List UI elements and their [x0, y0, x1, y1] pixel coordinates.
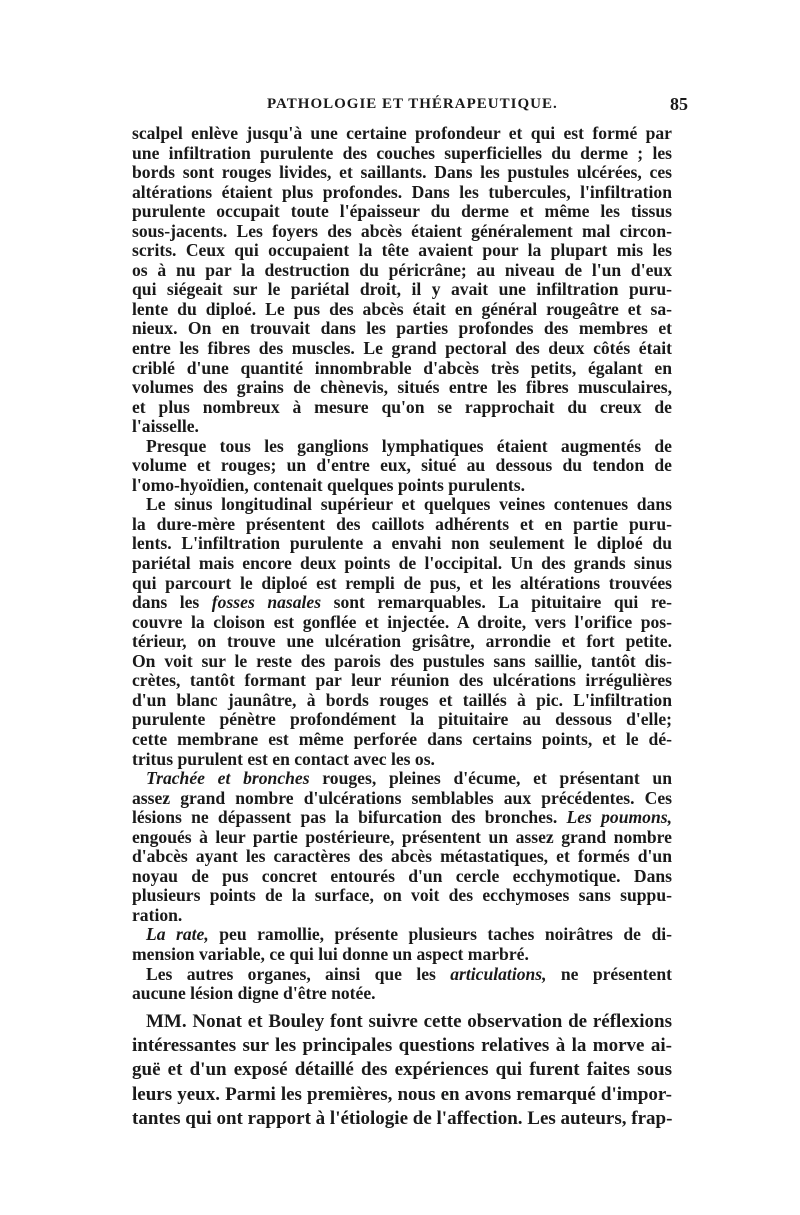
text-line: On voit sur le reste des parois des pustules sans saillie, tantôt dis- — [132, 650, 672, 671]
text-line — [132, 965, 672, 985]
text-run: sont remarquables. La pituitaire qui re- — [321, 592, 672, 613]
text-line — [132, 593, 672, 613]
text-line: couvre la cloison est gonflée et injectée. A droite, vers l'orifice pos- — [132, 611, 672, 632]
paragraph — [132, 925, 672, 964]
text-line: entre les fibres des muscles. Le grand pectoral des deux côtés était — [132, 338, 672, 359]
paragraph — [132, 769, 672, 925]
text-line: purulente pénètre profondément la pituitaire au dessous d'elle; — [132, 709, 672, 730]
text-line: altérations étaient plus profondes. Dans les tubercules, l'infiltration — [132, 181, 672, 202]
text-line: aucune lésion digne d'être notée. — [132, 983, 376, 1004]
text-line: intéressantes sur les principales questions relatives à la morve ai- — [132, 1035, 672, 1056]
emphasis-text: Trachée et bronches — [146, 768, 310, 789]
text-line: térieur, on trouve une ulcération grisâtre, arrondie et fort petite. — [132, 631, 672, 652]
text-line — [132, 925, 672, 945]
text-line: lents. L'infiltration purulente a envahi non seulement le diploé du — [132, 533, 672, 554]
text-run: ne présentent — [546, 963, 672, 984]
text-run: rouges, pleines d'écume, et présentant un — [309, 768, 672, 789]
text-line: l'aisselle. — [132, 416, 199, 437]
emphasis-text: La rate, — [146, 924, 209, 945]
text-run: Les autres organes, ainsi que les — [146, 963, 451, 984]
text-line: plusieurs points de la surface, on voit des ecchymoses sans suppu- — [132, 885, 672, 906]
text-line: sous-jacents. Les foyers des abcès étaient généralement mal circon- — [132, 220, 672, 241]
page-number: 85 — [670, 94, 688, 114]
running-header — [132, 96, 688, 122]
text-line: nieux. On en trouvait dans les parties profondes des membres et — [132, 318, 672, 339]
text-line: MM. Nonat et Bouley font suivre cette observation de réflexions — [146, 1010, 672, 1032]
text-line: d'abcès ayant les caractères des abcès métastatiques, et formés d'un — [132, 846, 672, 867]
text-line: scalpel enlève jusqu'à une certaine profondeur et qui est formé par — [132, 123, 672, 143]
text-line: volumes des grains de chènevis, situés entre les fibres musculaires, — [132, 377, 672, 398]
paragraph — [132, 124, 672, 437]
text-line: leurs yeux. Parmi les premières, nous en avons remarqué d'impor- — [132, 1083, 672, 1105]
paragraph — [132, 495, 672, 769]
text-line — [132, 808, 672, 828]
text-line: Le sinus longitudinal supérieur et quelques veines contenues dans — [146, 494, 672, 515]
text-line: ration. — [132, 904, 183, 925]
text-line: criblé d'une quantité innombrable d'abcès très petits, égalant en — [132, 357, 672, 378]
text-run: dans les — [132, 592, 212, 613]
text-line: et plus nombreux à mesure qu'on se rapprochait du creux de — [132, 396, 672, 417]
text-line: os à nu par la destruction du péricrâne; au niveau de l'un d'eux — [132, 259, 672, 280]
text-line: lente du diploé. Le pus des abcès était en général rougeâtre et sa- — [132, 298, 672, 319]
text-line: scrits. Ceux qui occupaient la tête avaient pour la plupart mis les — [132, 240, 672, 261]
page-body — [132, 124, 672, 1132]
text-line: mension variable, ce qui lui donne un aspect marbré. — [132, 943, 529, 964]
text-line: volume et rouges; un d'entre eux, situé au dessous du tendon de — [132, 455, 672, 476]
text-line: purulente occupait toute l'épaisseur du derme et même les tissus — [132, 201, 672, 222]
text-line: Presque tous les ganglions lymphatiques étaient augmentés de — [146, 435, 672, 456]
emphasis-text: Les poumons, — [566, 807, 672, 828]
emphasis-text: articulations, — [450, 963, 547, 984]
text-line: qui siégeait sur le pariétal droit, il y avait une infiltration puru- — [132, 279, 672, 300]
text-line: noyau de pus concret entourés d'un cercle ecchymotique. Dans — [132, 865, 672, 886]
text-line: bords sont rouges livides, et saillants. Dans les pustules ulcérées, ces — [132, 162, 672, 183]
text-line: crètes, tantôt formant par leur réunion des ulcérations irrégulières — [132, 670, 672, 691]
running-title: PATHOLOGIE ET THÉRAPEUTIQUE. — [267, 96, 558, 112]
text-line: assez grand nombre d'ulcérations semblables aux précédentes. Ces — [132, 787, 672, 808]
text-line: l'omo-hyoïdien, contenait quelques points purulents. — [132, 474, 525, 495]
text-line: engoués à leur partie postérieure, présentent un assez grand nombre — [132, 826, 672, 847]
text-line: tantes qui ont rapport à l'étiologie de l'affection. Les auteurs, frap- — [132, 1108, 673, 1130]
text-line: guë et d'un exposé détaillé des expériences qui furent faites sous — [132, 1059, 672, 1081]
paragraph — [132, 965, 672, 1004]
text-line: pariétal mais encore deux points de l'occipital. Un des grands sinus — [132, 553, 672, 574]
text-line: une infiltration purulente des couches superficielles du derme ; les — [132, 142, 672, 163]
paragraph — [132, 437, 672, 496]
text-line: d'un blanc jaunâtre, à bords rouges et taillés à pic. L'infiltration — [132, 689, 672, 710]
emphasis-text: fosses nasales — [211, 592, 322, 613]
paragraph — [132, 1010, 672, 1132]
text-line — [132, 769, 672, 789]
text-line: cette membrane est même perforée dans certains points, et le dé- — [132, 728, 672, 749]
text-run: lésions ne dépassent pas la bifurcation des bronches. — [132, 807, 567, 828]
text-run: peu ramollie, présente plusieurs taches noirâtres de di- — [208, 924, 672, 945]
text-line: qui parcourt le diploé est rempli de pus, et les altérations trouvées — [132, 572, 672, 593]
text-line: la dure-mère présentent des caillots adhérents et en partie puru- — [132, 513, 672, 534]
text-line: tritus purulent est en contact avec les os. — [132, 748, 435, 769]
